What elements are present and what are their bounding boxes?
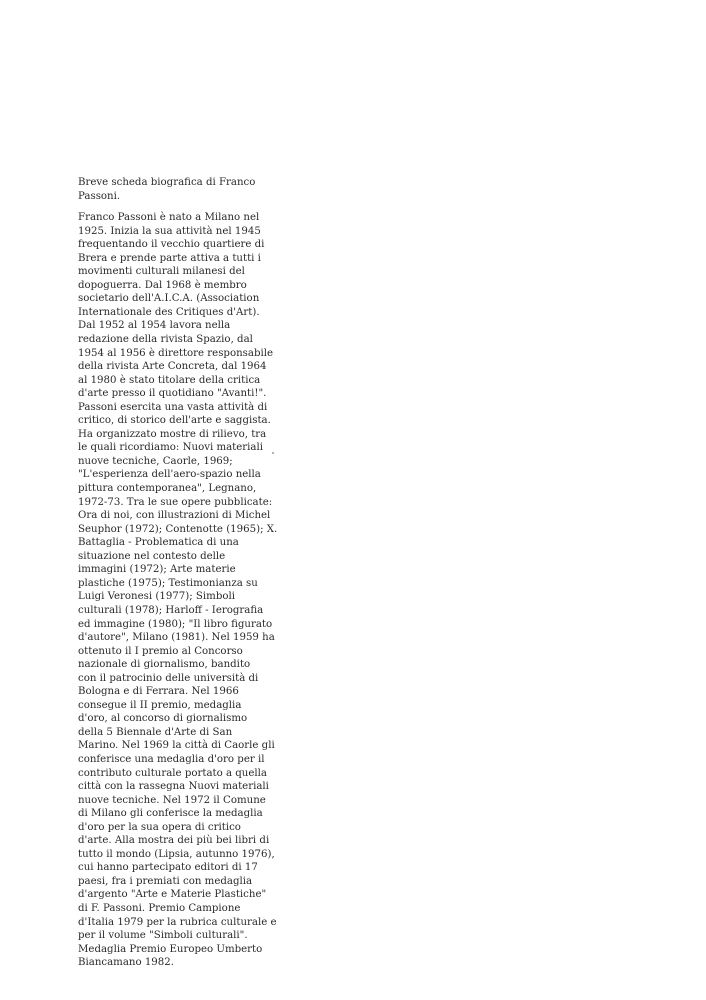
paragraph-spacer [78, 203, 298, 211]
paragraph-line: conferisce una medaglia d'oro per il [78, 753, 265, 765]
paragraph-line: Bologna e di Ferrara. Nel 1966 [78, 686, 239, 698]
paragraph-line: consegue il II premio, medaglia [78, 699, 242, 711]
paragraph-line: immagini (1972); Arte materie [78, 564, 236, 576]
paragraph-line: dopoguerra. Dal 1968 è membro [78, 279, 247, 291]
paragraph-line: paesi, fra i premiati con medaglia [78, 875, 253, 887]
paragraph-line: Brera e prende parte attiva a tutti i [78, 252, 261, 264]
paragraph-line: plastiche (1975); Testimonianza su [78, 577, 258, 589]
paragraph-line: nuove tecniche. Nel 1972 il Comune [78, 794, 266, 806]
title-line: Breve scheda biografica di Franco [78, 177, 256, 188]
paragraph-line: Dal 1952 al 1954 lavora nella [78, 320, 231, 332]
paragraph-line: per il volume "Simboli culturali". [78, 930, 248, 942]
paragraph-line: al 1980 è stato titolare della critica [78, 374, 261, 386]
paragraph-line: d'Italia 1979 per la rubrica culturale e [78, 916, 277, 928]
paragraph-line: critico, di storico dell'arte e saggista. [78, 415, 271, 427]
paragraph-line: della 5 Biennale d'Arte di San [78, 726, 233, 738]
paragraph-line: frequentando il vecchio quartiere di [78, 239, 265, 251]
paragraph-line: Battaglia - Problematica di una [78, 537, 239, 549]
paragraph-line: Medaglia Premio Europeo Umberto [78, 943, 263, 955]
paragraph-line: Ora di noi, con illustrazioni di Michel [78, 510, 271, 522]
paragraph-line: societario dell'A.I.C.A. (Association [78, 293, 260, 305]
paragraph-line: d'arte. Alla mostra dei più bei libri di [78, 835, 270, 847]
paragraph-line: ed immagine (1980); "Il libro figurato [78, 618, 273, 630]
paragraph-line: contributo culturale portato a quella [78, 767, 267, 779]
paragraph-line: tutto il mondo (Lipsia, autunno 1976), [78, 848, 275, 860]
paragraph-line: Seuphor (1972); Contenotte (1965); X. [78, 523, 278, 535]
scan-speck [272, 452, 274, 454]
paragraph-line: d'oro per la sua opera di critico [78, 821, 241, 833]
paragraph-line: 1925. Inizia la sua attività nel 1945 [78, 225, 261, 237]
paragraph-line: Biancamano 1982. [78, 957, 174, 969]
paragraph-line: situazione nel contesto delle [78, 550, 226, 562]
biography-paragraph [78, 211, 298, 970]
paragraph-line: nuove tecniche, Caorle, 1969; [78, 455, 233, 467]
paragraph-line: Passoni esercita una vasta attività di [78, 401, 268, 413]
paragraph-line: nazionale di giornalismo, bandito [78, 659, 251, 671]
paragraph-line: movimenti culturali milanesi del [78, 266, 245, 278]
paragraph-line: di F. Passoni. Premio Campione [78, 902, 241, 914]
paragraph-line: d'argento "Arte e Materie Plastiche" [78, 889, 267, 901]
paragraph-line: della rivista Arte Concreta, dal 1964 [78, 361, 267, 373]
paragraph-line: d'autore", Milano (1981). Nel 1959 ha [78, 632, 275, 644]
paragraph-line: redazione della rivista Spazio, dal [78, 334, 253, 346]
paragraph-line: d'arte presso il quotidiano "Avanti!". [78, 388, 267, 400]
paragraph-line: ottenuto il I premio al Concorso [78, 645, 243, 657]
paragraph-line: 1954 al 1956 è direttore responsabile [78, 347, 274, 359]
paragraph-line: d'oro, al concorso di giornalismo [78, 713, 248, 725]
paragraph-line: "L'esperienza dell'aero-spazio nella [78, 469, 261, 481]
paragraph-line: con il patrocinio delle università di [78, 672, 259, 684]
paragraph-line: Luigi Veronesi (1977); Simboli [78, 591, 235, 603]
paragraph-line: 1972-73. Tra le sue opere pubblicate: [78, 496, 273, 508]
paragraph-line: Franco Passoni è nato a Milano nel [78, 212, 260, 224]
paragraph-line: città con la rassegna Nuovi materiali [78, 781, 269, 793]
paragraph-line: cui hanno partecipato editori di 17 [78, 862, 258, 874]
biography-text [78, 176, 298, 970]
paragraph-line: di Milano gli conferisce la medaglia [78, 808, 263, 820]
paragraph-line: Internationale des Critiques d'Art). [78, 306, 260, 318]
paragraph-line: culturali (1978); Harloff - Ierografia [78, 604, 264, 616]
document-title [78, 176, 298, 203]
paragraph-line: Ha organizzato mostre di rilievo, tra [78, 428, 267, 440]
title-line: Passoni. [78, 190, 121, 202]
paragraph-line: le quali ricordiamo: Nuovi materiali [78, 442, 264, 454]
paragraph-line: Marino. Nel 1969 la città di Caorle gli [78, 740, 275, 752]
paragraph-line: pittura contemporanea", Legnano, [78, 483, 257, 495]
